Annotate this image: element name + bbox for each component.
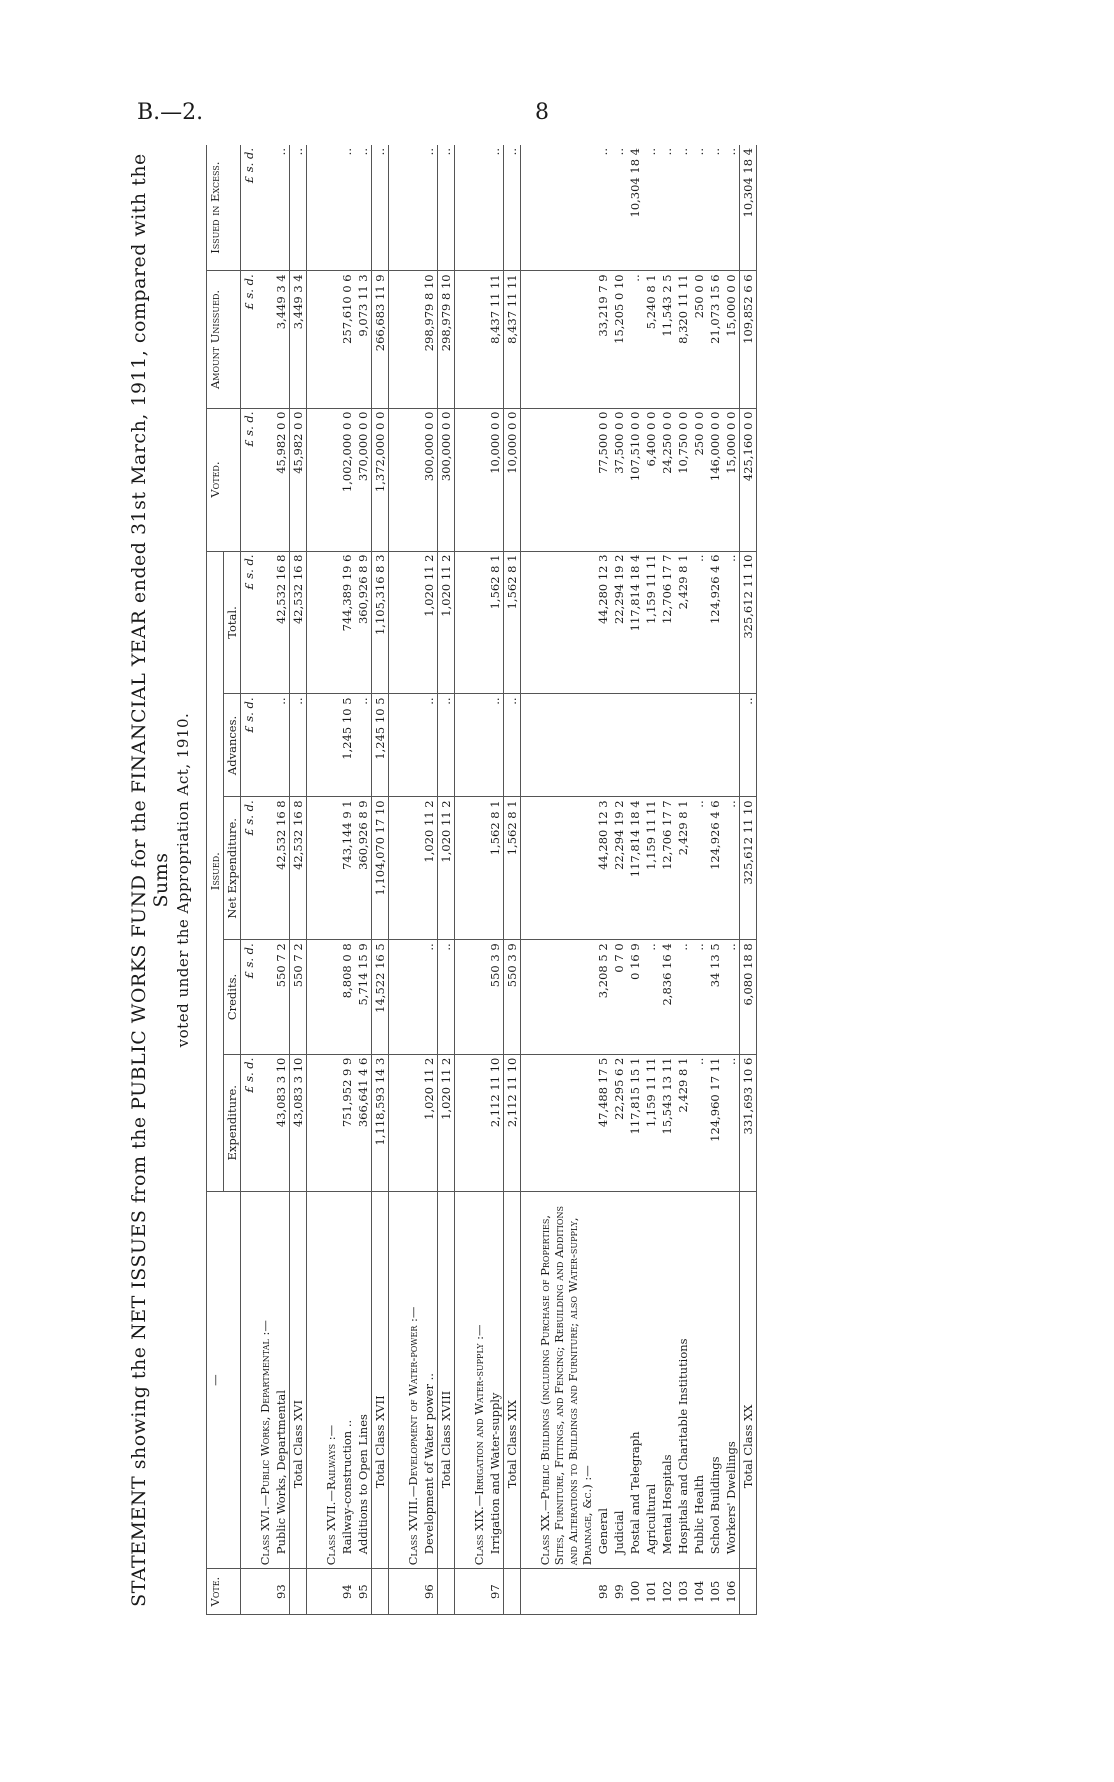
unit-label: £ s. d. (241, 694, 258, 797)
title-main: STATEMENT showing the NET ISSUES from the PUBLIC WORKS FUND for the FINANCIAL YEAR ended 31st March, 1911, compared with the Sums (128, 153, 172, 1607)
page-reference: B.—2. (137, 100, 204, 125)
table-row: 104 Public Health .. .. .. .. 250 0 0 250 0 0 .. (691, 145, 707, 1615)
total-row: Total Class XVI 43,083 3 10 550 7 2 42,532 16 8 .. 42,532 16 8 45,982 0 0 3,449 3 4 .. (290, 145, 307, 1615)
table-row: 102 Mental Hospitals 15,543 13 11 2,836 16 4 12,706 17 7 12,706 17 7 24,250 0 0 11,543 2 5 .. (659, 145, 675, 1615)
unit-label: £ s. d. (241, 551, 258, 694)
unit-label: £ s. d. (241, 271, 258, 408)
total-row: Total Class XX 331,693 10 6 6,080 18 8 325,612 11 10 .. 325,612 11 10 425,160 0 0 109,852 6 6 10,304 18 4 (740, 145, 757, 1615)
col-net-expenditure: Net Expenditure. (224, 797, 241, 940)
col-advances: Advances. (224, 694, 241, 797)
table-row: 98 General 47,488 17 5 3,208 5 2 44,280 12 3 44,280 12 3 77,500 0 0 33,219 7 9 .. (595, 145, 611, 1615)
table-row: 101 Agricultural 1,159 11 11 .. 1,159 11 11 1,159 11 11 6,400 0 0 5,240 8 1 .. (643, 145, 659, 1615)
col-expenditure: Expenditure. (224, 1054, 241, 1191)
col-unissued: Amount Unissued. (207, 271, 241, 408)
page-number: 8 (535, 100, 549, 125)
unit-label: £ s. d. (241, 408, 258, 551)
total-row: Total Class XVIII 1,020 11 2 .. 1,020 11 2 .. 1,020 11 2 300,000 0 0 298,979 8 10 .. (438, 145, 455, 1615)
table-row: 94 Railway-construction .. 751,952 9 9 8,808 0 8 743,144 9 1 1,245 10 5 744,389 19 6 1,002,000 0 0 257,610 0 6 .. (339, 145, 355, 1615)
unit-label: £ s. d. (241, 940, 258, 1054)
unit-label: £ s. d. (241, 145, 258, 271)
col-description: — (207, 1191, 241, 1568)
class-heading: Class XVIII.—Development of Water-power :— (405, 1191, 421, 1568)
class-heading: Class XIX.—Irrigation and Water-supply :— (471, 1191, 487, 1568)
table-row: 96 Development of Water power .. 1,020 11 2 .. 1,020 11 2 .. 1,020 11 2 300,000 0 0 298,979 8 10 .. (421, 145, 438, 1615)
class-heading: Class XVII.—Railways :— (323, 1191, 339, 1568)
issues-table (206, 145, 757, 1615)
col-voted: Voted. (207, 408, 241, 551)
table-row: 105 School Buildings 124,960 17 11 34 13 5 124,926 4 6 124,926 4 6 146,000 0 0 21,073 15 6 .. (707, 145, 723, 1615)
title-sub: voted under the Appropriation Act, 1910. (174, 712, 192, 1048)
table-row: 97 Irrigation and Water-supply 2,112 11 10 550 3 9 1,562 8 1 .. 1,562 8 1 10,000 0 0 8,437 11 11 .. (487, 145, 504, 1615)
class-heading: Class XX.—Public Buildings (including Purchase of Properties, Sites, Furniture, Fittings, and Fencing; Rebuilding and Additions and Alterations to Buildings and Furniture; also Water-supply, Drainage, &c.) :— (537, 1191, 595, 1568)
unit-label: £ s. d. (241, 1054, 258, 1191)
table-row: 93 Public Works, Departmental 43,083 3 10 550 7 2 42,532 16 8 .. 42,532 16 8 45,982 0 0 3,449 3 4 .. (273, 145, 290, 1615)
table-row: 100 Postal and Telegraph 117,815 15 1 0 16 9 117,814 18 4 117,814 18 4 107,510 0 0 .. 10,304 18 4 (627, 145, 643, 1615)
col-excess: Issued in Excess. (207, 145, 241, 271)
unit-label: £ s. d. (241, 797, 258, 940)
table-row: 103 Hospitals and Charitable Institutions 2,429 8 1 .. 2,429 8 1 2,429 8 1 10,750 0 0 8,320 11 11 .. (675, 145, 691, 1615)
class-heading: Class XVI.—Public Works, Departmental :— (257, 1191, 273, 1568)
col-vote: Vote. (207, 1569, 241, 1615)
total-row: Total Class XIX 2,112 11 10 550 3 9 1,562 8 1 .. 1,562 8 1 10,000 0 0 8,437 11 11 .. (504, 145, 521, 1615)
total-row: Total Class XVII 1,118,593 14 3 14,522 16 5 1,104,070 17 10 1,245 10 5 1,105,316 8 3 1,372,000 0 0 266,683 11 9 .. (372, 145, 389, 1615)
col-total: Total. (224, 551, 241, 694)
table-row: 106 Workers' Dwellings .. .. .. .. 15,000 0 0 15,000 0 0 .. (723, 145, 740, 1615)
statement-title (128, 145, 194, 1615)
table-row: 99 Judicial 22,295 6 2 0 7 0 22,294 19 2 22,294 19 2 37,500 0 0 15,205 0 10 .. (611, 145, 627, 1615)
rotated-statement (128, 145, 1008, 1615)
table-row: 95 Additions to Open Lines 366,641 4 6 5,714 15 9 360,926 8 9 .. 360,926 8 9 370,000 0 0 9,073 11 3 .. (355, 145, 372, 1615)
col-credits: Credits. (224, 940, 241, 1054)
col-issued: Issued. (207, 551, 224, 1191)
